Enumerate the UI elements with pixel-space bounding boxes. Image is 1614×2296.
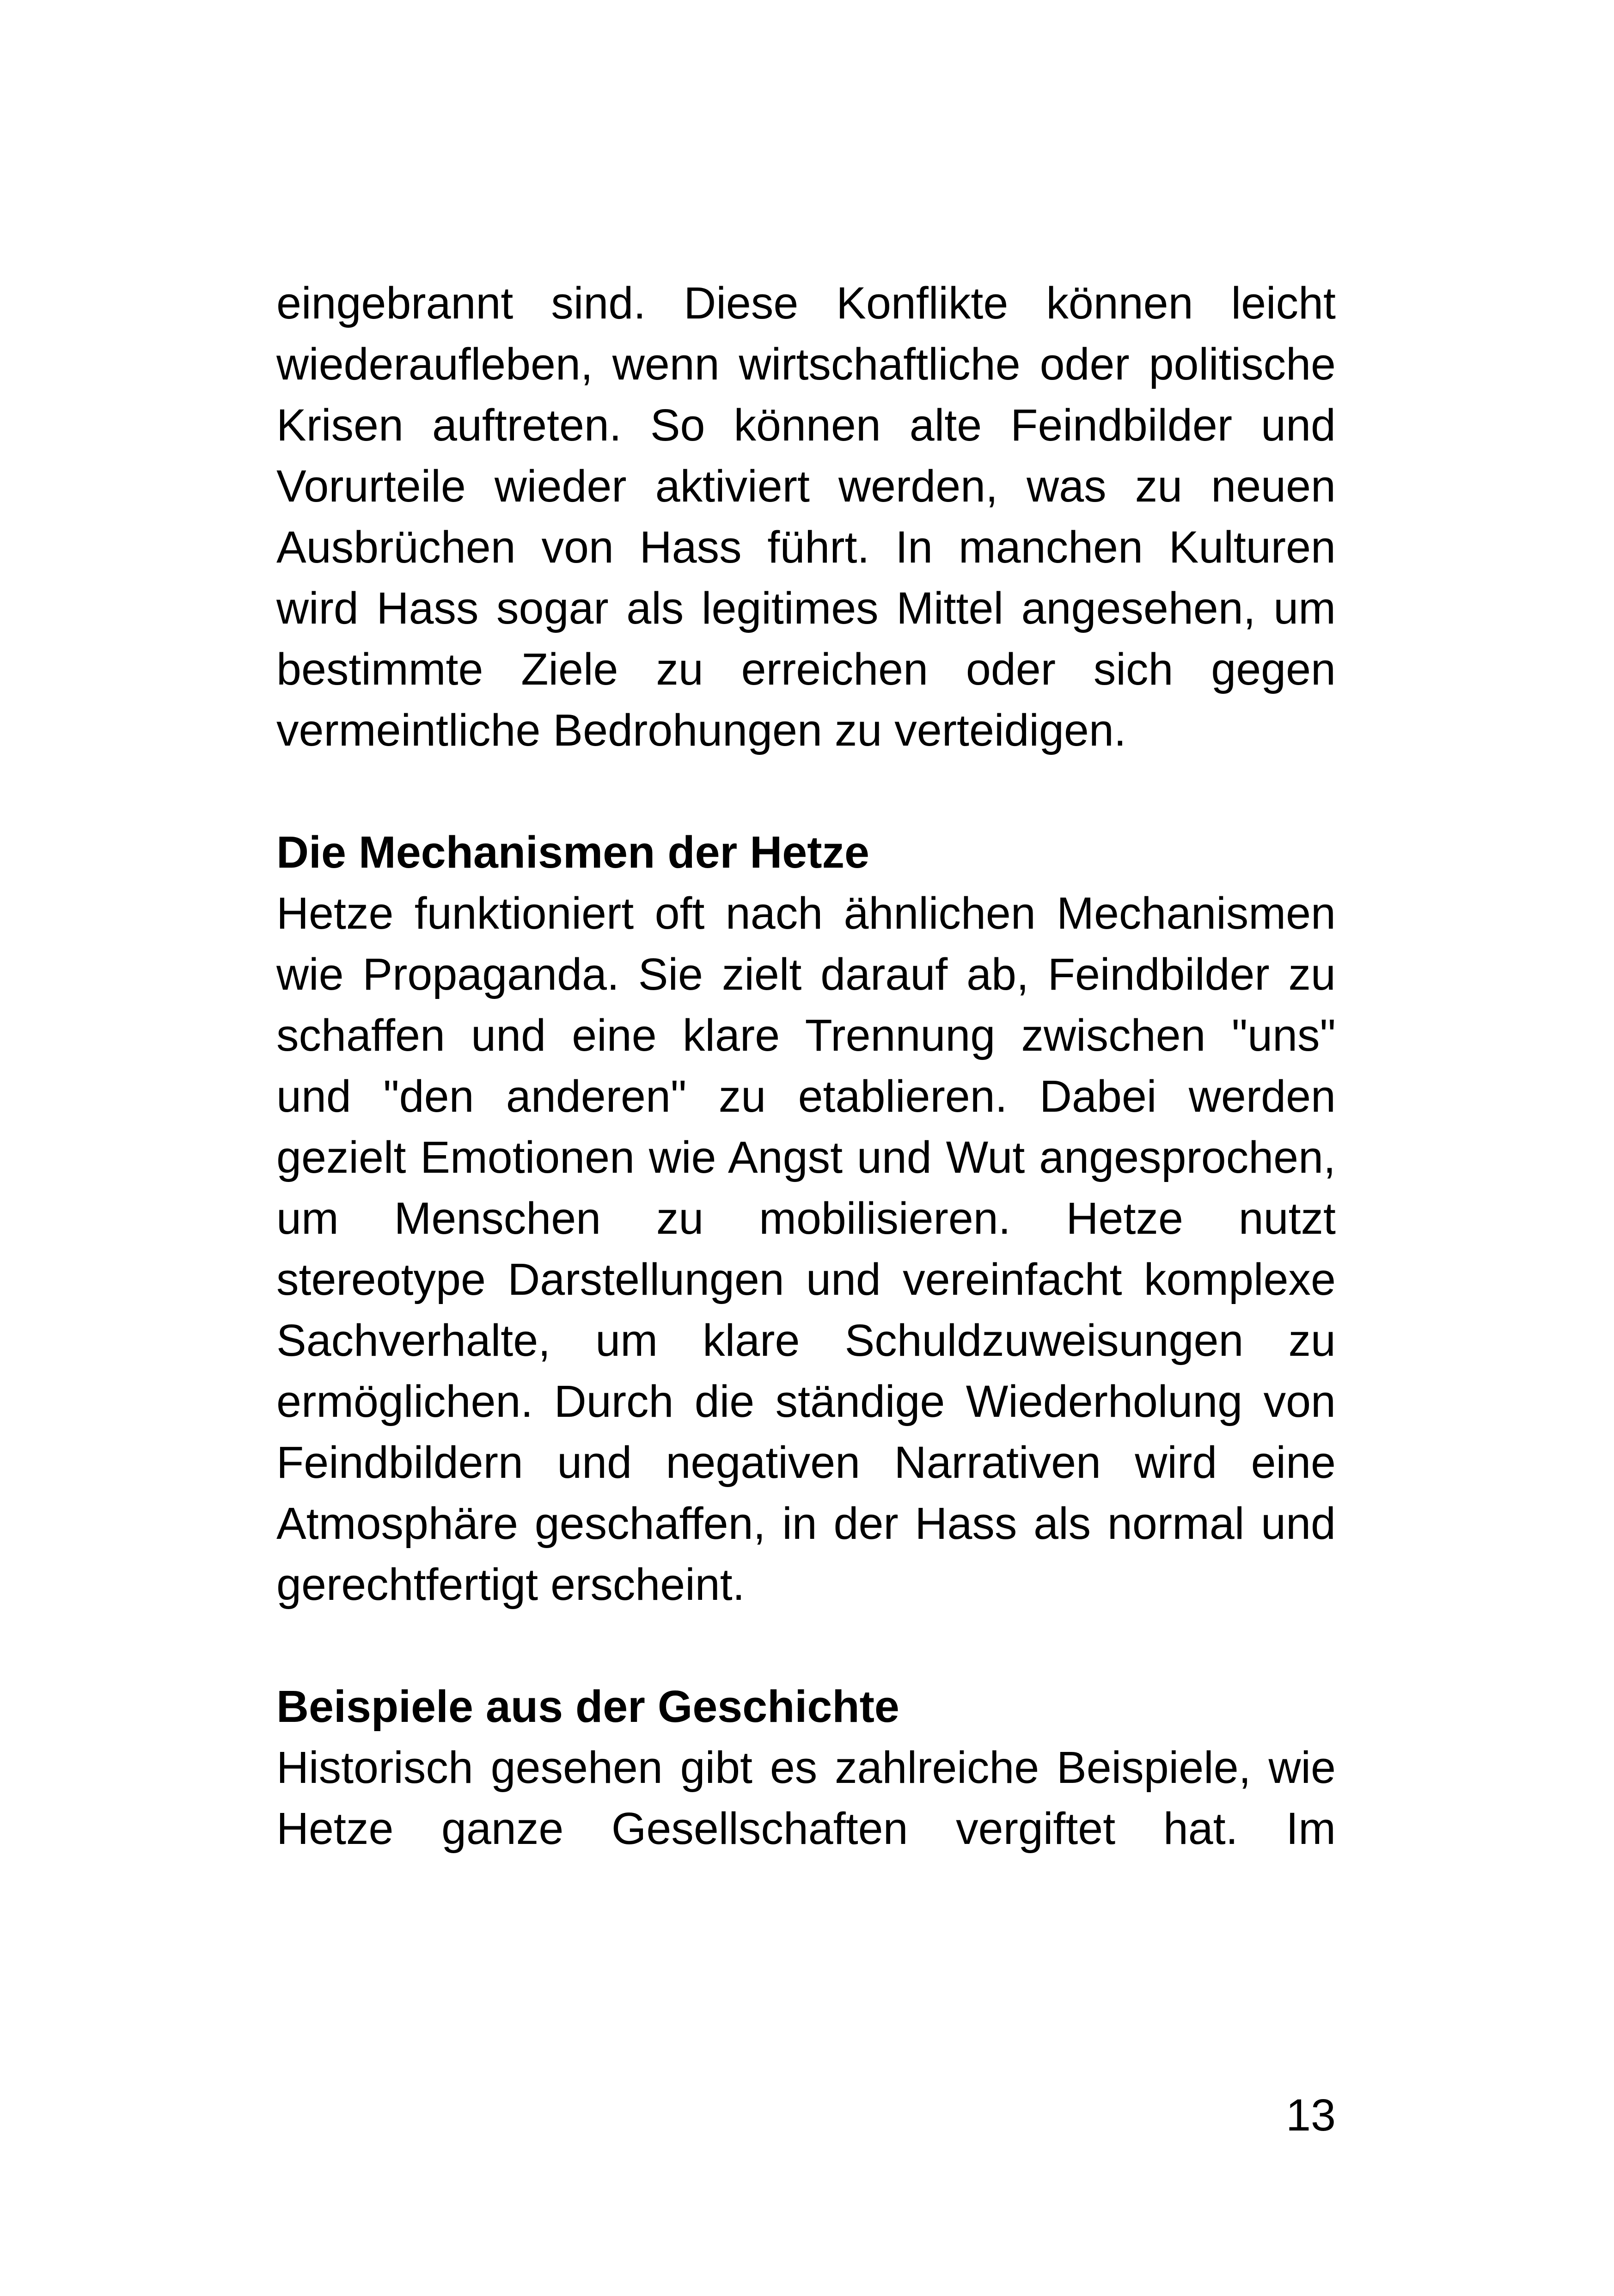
paragraph-gap [276, 761, 1336, 822]
section-body-mechanismen: Hetze funktioniert oft nach ähnlichen Mechanismen wie Propaganda. Sie zielt darauf ab, Feindbilder zu schaffen und eine klare Trennung zwischen "uns" und "den anderen" zu etablieren. Dabei werden gezielt Emotionen wie Angst und Wut angesprochen, um Menschen zu mobilisieren. Hetze nutzt stereotype Darstellungen und vereinfacht komplexe Sachverhalte, um klare Schuldzuweisungen zu ermöglichen. Durch die ständige Wiederholung von Feindbildern und negativen Narrativen wird eine Atmosphäre geschaffen, in der Hass als normal und gerechtfertigt erscheint. [276, 888, 1336, 1610]
paragraph-gap [276, 1615, 1336, 1676]
text-column [276, 273, 1336, 1859]
section-body-beispiele: Historisch gesehen gibt es zahlreiche Beispiele, wie Hetze ganze Gesellschaften vergiftet hat. Im [276, 1742, 1336, 1854]
paragraph-continued: eingebrannt sind. Diese Konflikte können leicht wiederaufleben, wenn wirtschaftliche oder politische Krisen auftreten. So können alte Feindbilder und Vorurteile wieder aktiviert werden, was zu neuen Ausbrüchen von Hass führt. In manchen Kulturen wird Hass sogar als legitimes Mittel angesehen, um bestimmte Ziele zu erreichen oder sich gegen vermeintliche Bedrohungen zu verteidigen. [276, 278, 1336, 755]
page-number: 13 [1286, 2090, 1336, 2140]
section-heading-mechanismen: Die Mechanismen der Hetze [276, 827, 869, 877]
section-heading-beispiele: Beispiele aus der Geschichte [276, 1681, 899, 1732]
